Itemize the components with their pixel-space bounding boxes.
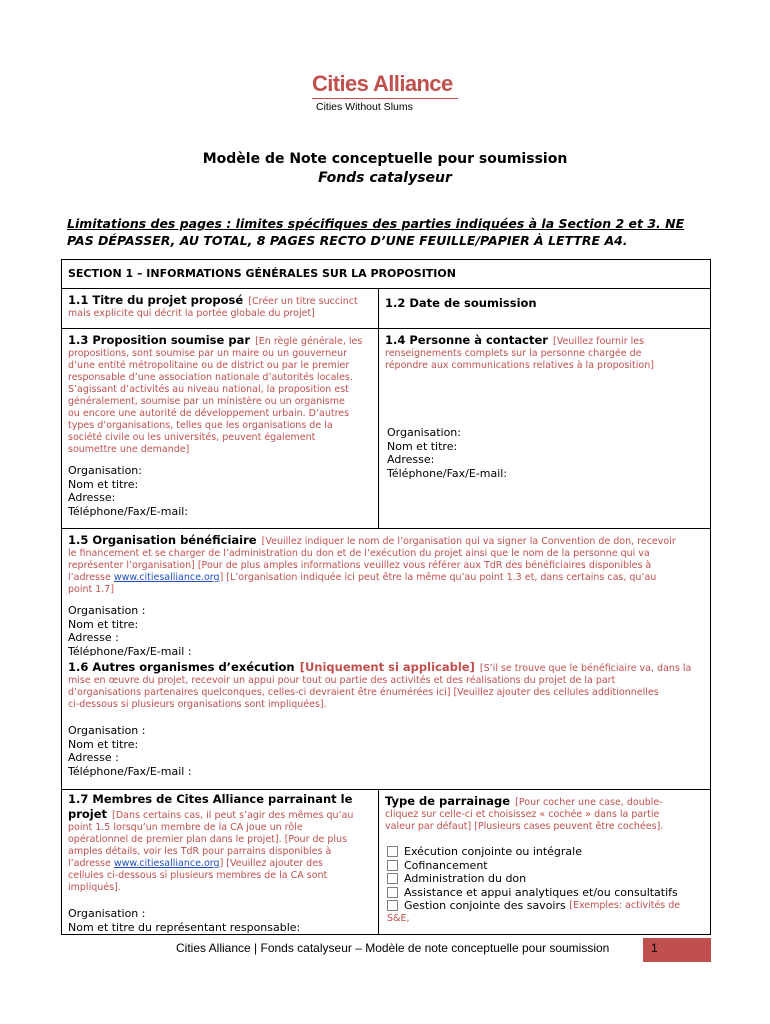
page-limits-line-2: PAS DÉPASSER, AU TOTAL, 8 PAGES RECTO D’UNE FEUILLE/PAPIER À LETTRE A4.: [67, 233, 628, 248]
field-address[interactable]: Adresse :: [68, 751, 119, 764]
section-1-5-fields: [68, 604, 192, 656]
section-1-5-hint: [Veuillez indiquer le nom de l’organisation qui va signer la Convention de don, recevoir: [261, 536, 676, 547]
section-1-3-title: 1.3 Proposition soumise par: [68, 333, 250, 347]
section-1-7-hint-body: point 1.5 lorsqu’un membre de la CA joue un rôle opérationnel de premier plan dans le projet]. [Pour de plus amples détails, voir les TdR pour parrains disponibles à l’adresse www.citiesalliance.org] [Veuillez ajouter des cellules ci-dessous si plusieurs membres de la CA sont impliqués].: [68, 822, 348, 893]
section-1-7-fields: [68, 907, 300, 934]
section-1-4-title: 1.4 Personne à contacter: [385, 333, 548, 347]
row-1-3-1-4: [62, 329, 710, 529]
field-organisation[interactable]: Organisation :: [68, 604, 146, 617]
section-1-1-hint: [Créer un titre succinct: [248, 296, 358, 307]
sponsorship-type-title: Type de parrainage: [385, 794, 511, 808]
option-grant-administration[interactable]: Administration du don: [387, 872, 680, 886]
field-name-title[interactable]: Nom et titre:: [68, 617, 139, 631]
row-1-5: [62, 529, 710, 656]
page-footer: [0, 938, 770, 962]
field-contact[interactable]: Téléphone/Fax/E-mail:: [387, 466, 508, 480]
field-address[interactable]: Adresse:: [68, 491, 116, 504]
logo: [312, 72, 462, 113]
document-title-sub: Fonds catalyseur: [318, 170, 452, 186]
field-organisation[interactable]: Organisation:: [68, 464, 142, 477]
section-1-4-hint: [Veuillez fournir les: [553, 336, 645, 347]
logo-subtitle: Cities Without Slums: [316, 101, 413, 113]
section-1-heading: SECTION 1 – INFORMATIONS GÉNÉRALES SUR LA PROPOSITION: [68, 267, 456, 280]
other-agencies-cell[interactable]: [62, 656, 710, 789]
field-contact[interactable]: Téléphone/Fax/E-mail:: [68, 504, 189, 518]
field-organisation[interactable]: Organisation :: [68, 907, 146, 920]
checkbox[interactable]: [387, 860, 398, 871]
checkbox[interactable]: [387, 900, 398, 911]
section-1-3-hint-body: propositions, sont soumise par un maire ou un gouverneur d’une entité métropolitaine ou de district ou par le premier responsable d’une association nationale d’autorités locales. S’agissant d’activités au niveau national, la proposition est généralement, soumise par un ministère ou un organisme ou encore une autorité de développement urbain. D’autres types d’organisations, telles que les organisations de la société civile ou les universités, peuvent également soumettre une demande]: [68, 348, 353, 455]
field-organisation[interactable]: Organisation:: [387, 426, 461, 439]
option-cofinancing[interactable]: Cofinancement: [387, 859, 680, 873]
submission-date-cell[interactable]: [378, 289, 710, 328]
citiesalliance-link[interactable]: www.citiesalliance.org: [113, 572, 220, 583]
submitted-by-cell[interactable]: [62, 329, 378, 528]
section-1-3-fields: [68, 464, 188, 518]
section-1-1-hint-2: mais explicite qui décrit la portée globale du projet]: [68, 308, 315, 319]
section-1-7-title-2: projet: [68, 807, 108, 821]
document-title: [0, 150, 770, 188]
field-contact[interactable]: Téléphone/Fax/E-mail :: [68, 764, 192, 778]
section-1-6-hint-body: mise en œuvre du projet, recevoir un appui pour tout ou partie des activités et des réalisations du projet de la part d’organisations partenaires quelconques, celles-ci devraient être énumérées ici] [Veuillez ajouter des cellules additionnelles ci-dessous si plusieurs organisations sont impliquées].: [68, 675, 659, 710]
citiesalliance-link[interactable]: www.citiesalliance.org: [113, 858, 220, 869]
option-joint-execution[interactable]: Exécution conjointe ou intégrale: [387, 845, 680, 859]
section-1-2-title: 1.2 Date de soumission: [385, 296, 537, 310]
row-1-7: [62, 790, 710, 935]
page-limits-note: [67, 215, 707, 249]
checkbox[interactable]: [387, 846, 398, 857]
option-analytical-support[interactable]: Assistance et appui analytiques et/ou consultatifs: [387, 886, 680, 900]
section-1-3-hint: [En règle générale, les: [255, 336, 363, 347]
section-1-6-title: 1.6 Autres organismes d’exécution: [68, 660, 295, 674]
sponsorship-type-hint-body: cliquez sur celle-ci et choisissez « cochée » dans la partie valeur par défaut] [Plusieurs cases peuvent être cochées].: [385, 809, 664, 832]
logo-rule: [312, 98, 458, 99]
section-1-4-hint-body: renseignements complets sur la personne chargée de répondre aux communications relatives à la proposition]: [385, 348, 654, 371]
section-1-7-hint: [Dans certains cas, il peut s’agir des mêmes qu’au: [112, 810, 354, 821]
row-1-1-1-2: [62, 289, 710, 329]
checkbox[interactable]: [387, 887, 398, 898]
section-1-7-title: 1.7 Membres de Cites Alliance parrainant le: [68, 792, 353, 806]
section-1-4-fields: [387, 426, 507, 480]
section-1-header-row: [62, 260, 710, 289]
option-knowledge-management[interactable]: Gestion conjointe des savoirs [Exemples: activités de: [387, 899, 680, 913]
field-name-title[interactable]: Nom et titre:: [387, 439, 458, 453]
section-1-5-title: 1.5 Organisation bénéficiaire: [68, 533, 257, 547]
proposal-form-table: [61, 259, 711, 935]
sponsoring-members-cell[interactable]: [62, 790, 378, 935]
page-limits-line-1: Limitations des pages : limites spécifiques des parties indiquées à la Section 2 et 3. NE: [67, 216, 685, 231]
field-name-title[interactable]: Nom et titre:: [68, 477, 139, 491]
checkbox[interactable]: [387, 873, 398, 884]
knowledge-management-hint-2: S&E,: [387, 912, 410, 924]
sponsorship-type-hint: [Pour cocher une case, double-: [515, 797, 663, 808]
section-1-5-hint-body: le financement et se charger de l’administration du don et de l’exécution du projet ainsi que le nom de la personne qui va représenter l’organisation] [Pour de plus amples informations veuillez vous référer aux TdR des bénéficiaires disponibles à l’adresse www.citiesalliance.org] [L’organisation indiquée ici peut être la même qu’au point 1.3 et, dans certains cas, qu’au point 1.7]: [68, 548, 657, 595]
knowledge-management-hint: [Exemples: activités de: [569, 899, 681, 911]
sponsorship-options: [387, 845, 680, 925]
row-1-6: [62, 656, 710, 790]
logo-title: Cities Alliance: [312, 71, 453, 96]
sponsorship-type-cell: [378, 790, 710, 935]
section-1-6-hint: [S’il se trouve que le bénéficiaire va, dans la: [479, 663, 692, 674]
section-1-1-title: 1.1 Titre du projet proposé: [68, 293, 244, 307]
field-name-title[interactable]: Nom et titre:: [68, 737, 139, 751]
field-address[interactable]: Adresse :: [68, 631, 119, 644]
field-contact[interactable]: Téléphone/Fax/E-mail :: [68, 644, 192, 656]
footer-text: Cities Alliance | Fonds catalyseur – Modèle de note conceptuelle pour soumission: [176, 941, 610, 955]
beneficiary-cell[interactable]: [62, 529, 710, 656]
page-number: 1: [643, 938, 711, 962]
field-address[interactable]: Adresse:: [387, 453, 435, 466]
project-title-cell[interactable]: [62, 289, 378, 328]
section-1-6-fields: [68, 724, 192, 778]
contact-person-cell[interactable]: [378, 329, 710, 528]
field-representative[interactable]: Nom et titre du représentant responsable:: [68, 920, 301, 934]
section-1-6-tag: [Uniquement si applicable]: [299, 660, 475, 674]
field-organisation[interactable]: Organisation :: [68, 724, 146, 737]
document-title-main: Modèle de Note conceptuelle pour soumission: [202, 151, 568, 167]
